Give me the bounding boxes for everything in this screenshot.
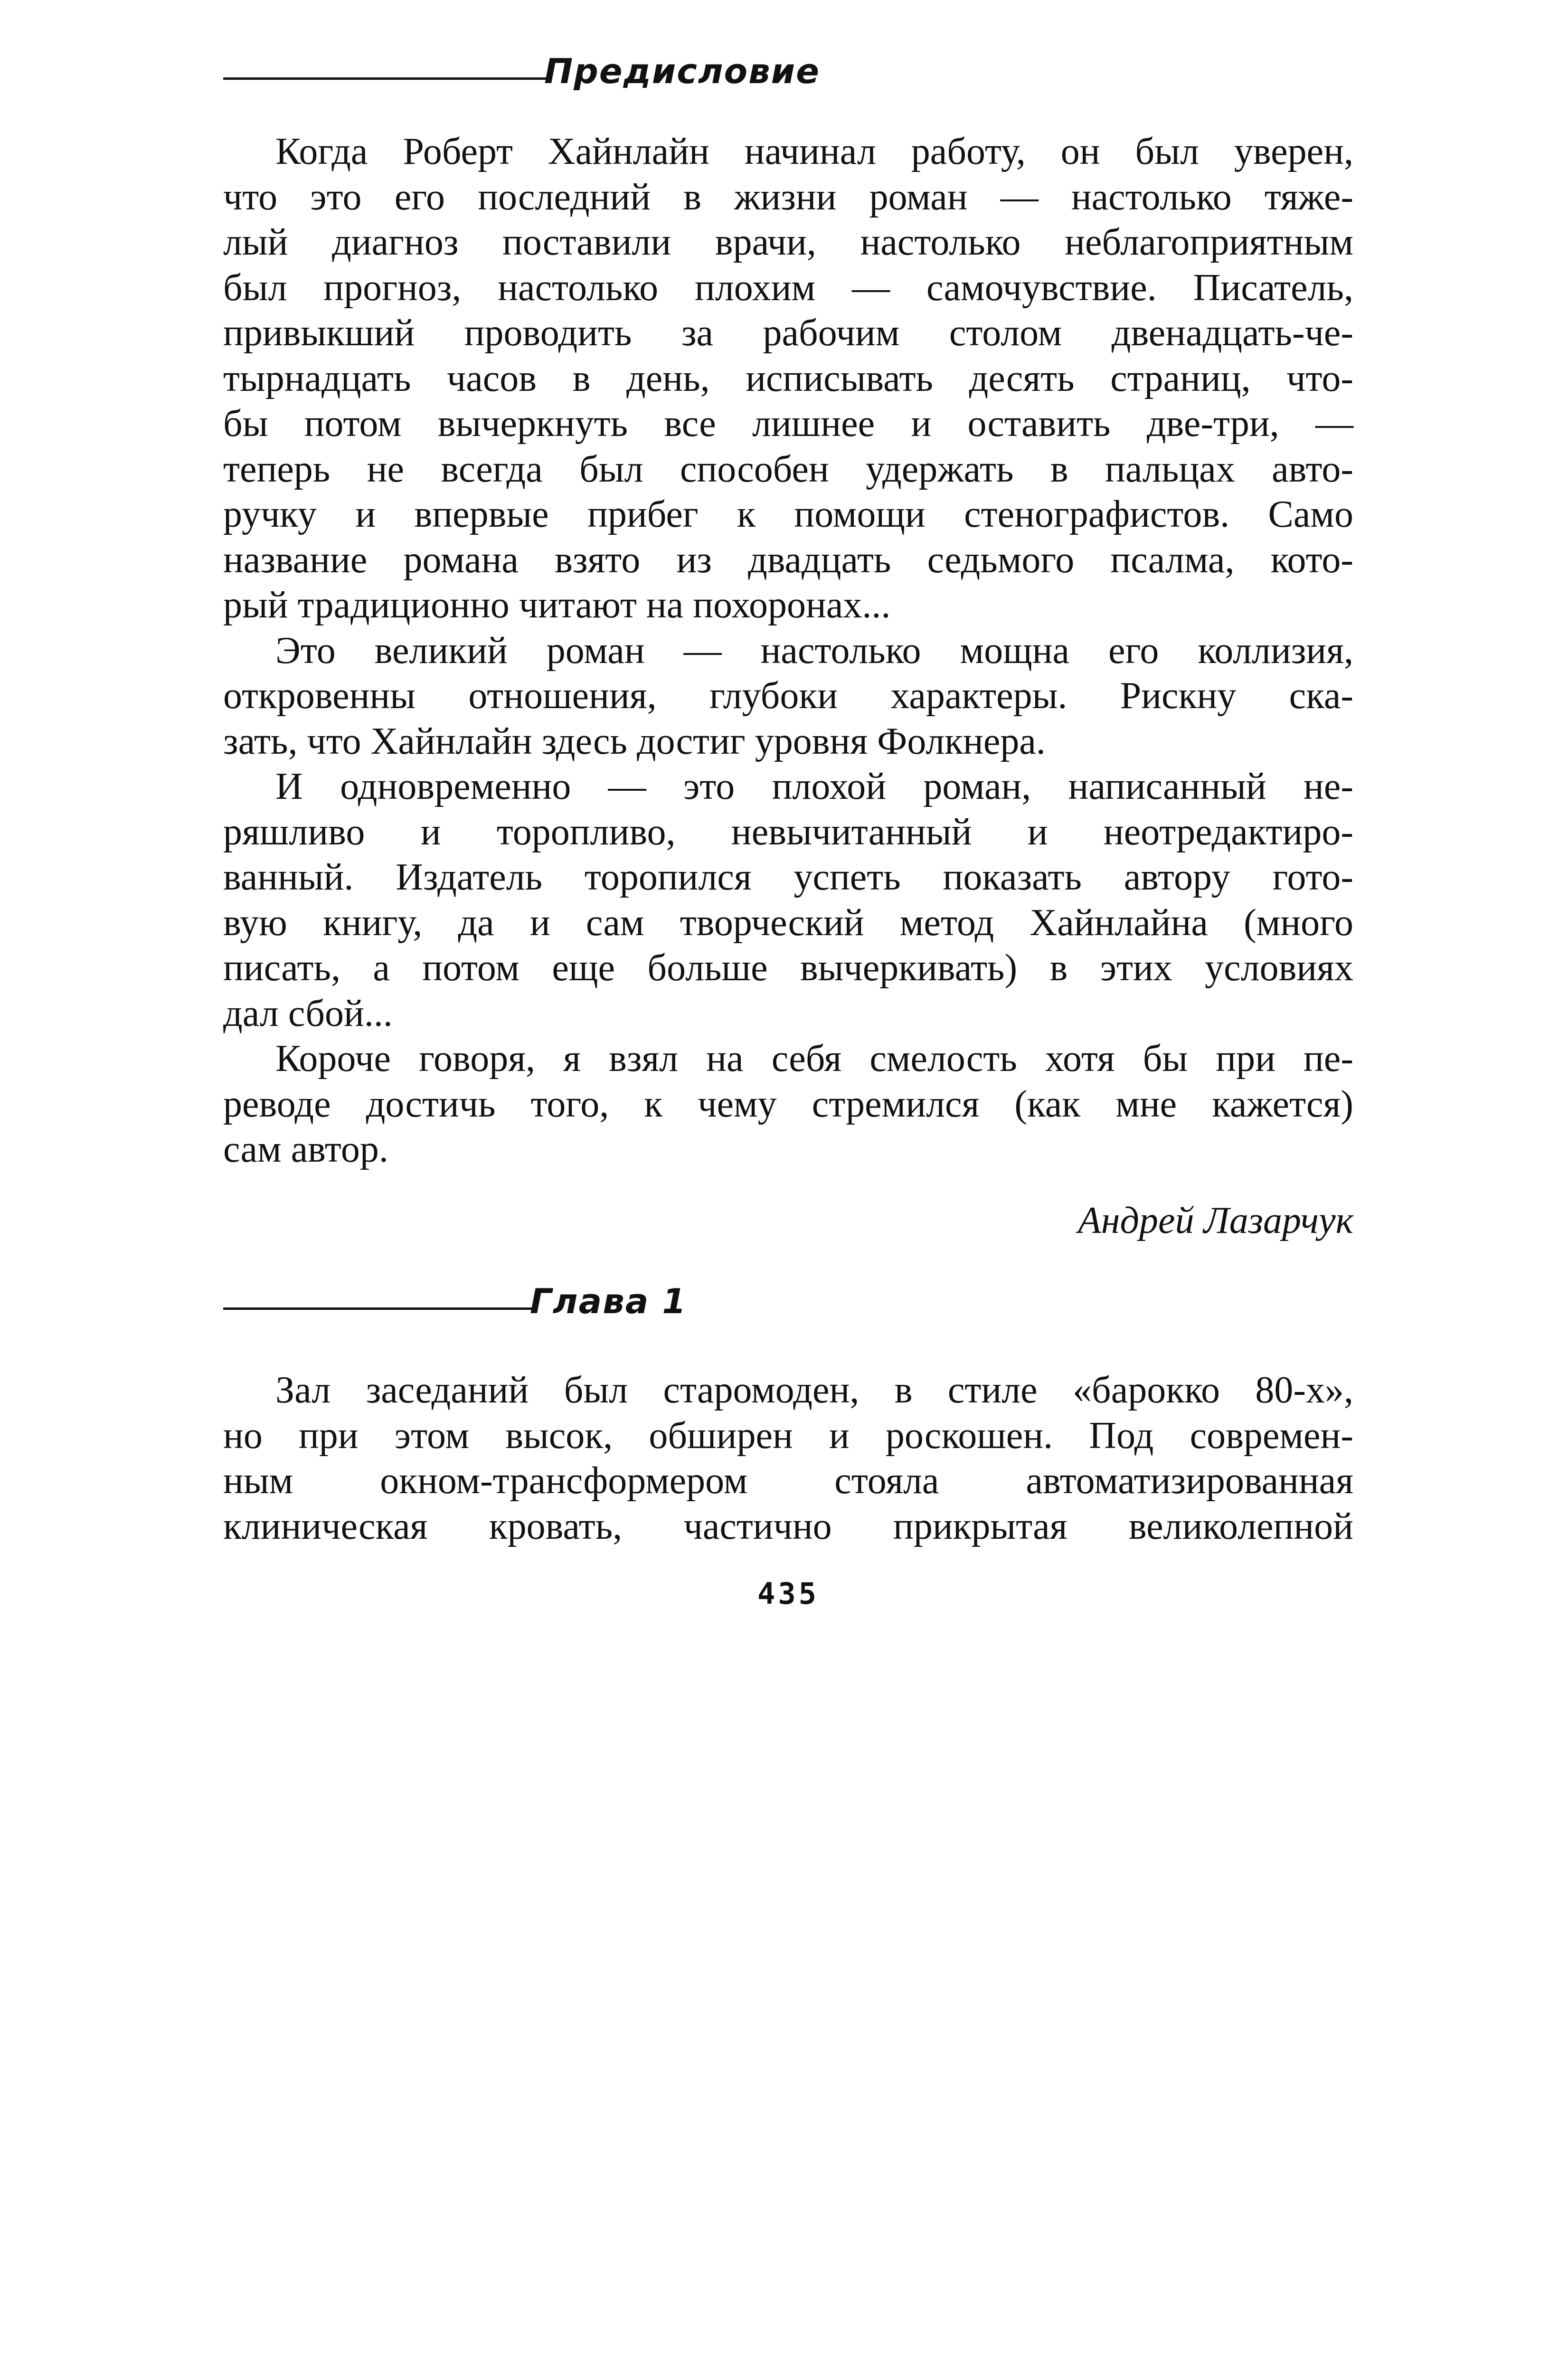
book-page <box>223 0 1353 2358</box>
chapter-heading: Глава 1 <box>530 1281 687 1321</box>
text-line: лый диагноз поставили врачи, настолько неблагоприятным <box>223 221 1353 263</box>
text-line: ручку и впервые прибег к помощи стенографистов. Само <box>223 493 1353 535</box>
paragraph <box>223 1368 1353 1549</box>
text-line: тырнадцать часов в день, исписывать десять страниц, что- <box>223 357 1353 399</box>
text-line: Зал заседаний был старомоден, в стиле «барокко 80-х», <box>275 1369 1353 1411</box>
text-line: ряшливо и торопливо, невычитанный и неотредактиро- <box>223 811 1353 853</box>
paragraph <box>223 764 1353 1036</box>
text-line: что это его последний в жизни роман — настолько тяже- <box>223 176 1353 218</box>
text-line: писать, а потом еще больше вычеркивать) в этих условиях <box>223 947 1353 989</box>
text-line: И одновременно — это плохой роман, написанный не- <box>275 766 1353 807</box>
header-rule <box>223 1307 532 1310</box>
text-line: привыкший проводить за рабочим столом двенадцать-че- <box>223 312 1353 354</box>
text-line: бы потом вычеркнуть все лишнее и оставить две-три, — <box>223 403 1353 445</box>
text-line: реводе достичь того, к чему стремился (как мне кажется) <box>223 1083 1353 1125</box>
text-line: Короче говоря, я взял на себя смелость хотя бы при пе- <box>275 1038 1353 1080</box>
text-line: теперь не всегда был способен удержать в пальцах авто- <box>223 448 1353 490</box>
author-signature: Андрей Лазарчук <box>1078 1200 1353 1241</box>
text-line: откровенны отношения, глубоки характеры. Рискну ска- <box>223 675 1353 717</box>
paragraph <box>223 129 1353 628</box>
text-line: название романа взято из двадцать седьмого псалма, кото- <box>223 539 1353 581</box>
preface-header <box>223 33 820 90</box>
preface-heading: Предисловие <box>544 51 820 91</box>
chapter-header <box>223 1263 687 1320</box>
text-line: ным окном-трансформером стояла автоматизированная <box>223 1460 1353 1502</box>
preface-text <box>223 129 1353 1173</box>
text-line: сам автор. <box>223 1128 388 1170</box>
text-line: был прогноз, настолько плохим — самочувствие. Писатель, <box>223 266 1353 309</box>
chapter-text <box>223 1368 1353 1549</box>
paragraph <box>223 628 1353 765</box>
text-line: клиническая кровать, частично прикрытая великолепной <box>223 1505 1353 1547</box>
header-rule <box>223 77 546 80</box>
text-line: Это великий роман — настолько мощна его коллизия, <box>275 629 1353 672</box>
text-line: зать, что Хайнлайн здесь достиг уровня Фолкнера. <box>223 720 1046 762</box>
text-line: дал сбой... <box>223 992 393 1034</box>
text-line: рый традиционно читают на похоронах... <box>223 584 891 626</box>
text-line: вую книгу, да и сам творческий метод Хайнлайна (много <box>223 901 1353 944</box>
text-line: ванный. Издатель торопился успеть показать автору гото- <box>223 856 1353 898</box>
text-line: Когда Роберт Хайнлайн начинал работу, он был уверен, <box>275 131 1353 172</box>
paragraph <box>223 1036 1353 1173</box>
text-line: но при этом высок, обширен и роскошен. Под современ- <box>223 1414 1353 1457</box>
page-number: 435 <box>757 1576 819 1611</box>
